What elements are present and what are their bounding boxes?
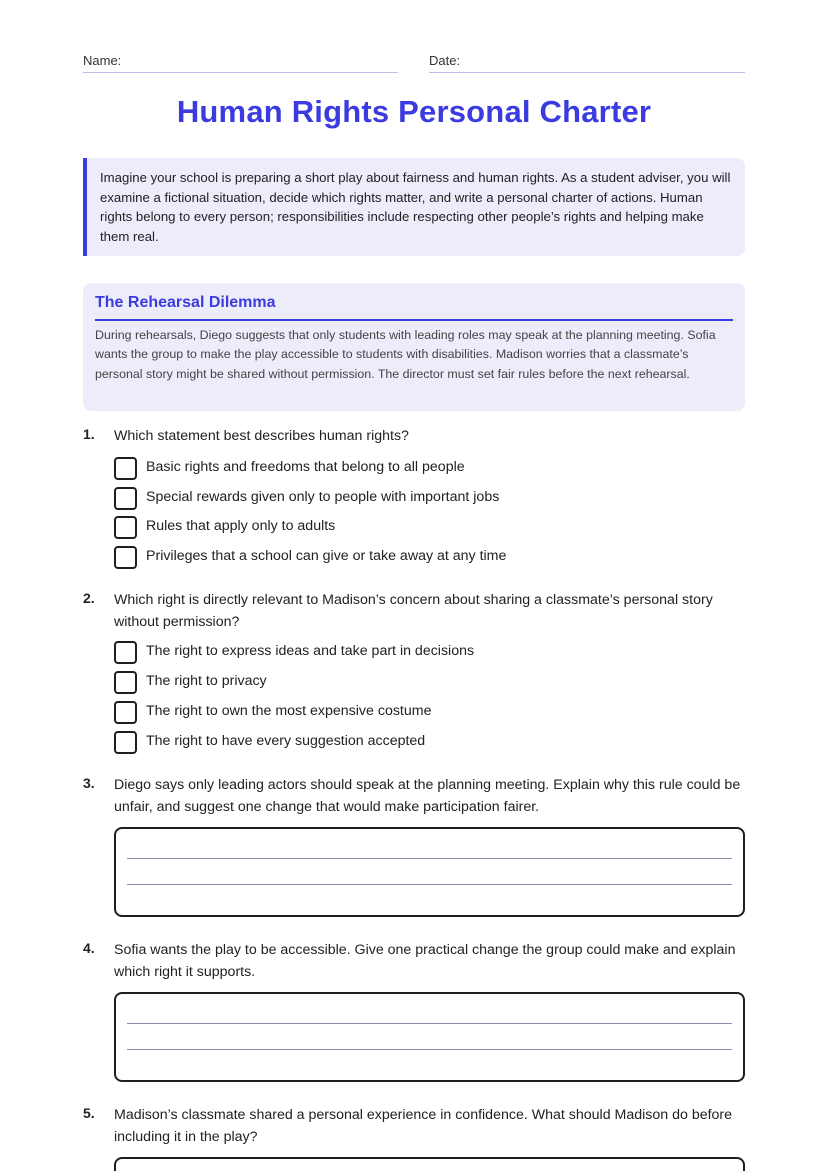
checkbox[interactable] [114, 701, 137, 724]
question-number: 1. [83, 426, 95, 442]
option-2d[interactable] [114, 731, 714, 755]
question-1 [83, 426, 745, 576]
name-label: Name: [83, 53, 122, 68]
answer-box-4[interactable] [114, 992, 745, 1082]
option-label: Privileges that a school can give or take away at any time [146, 548, 507, 564]
option-label: The right to privacy [146, 673, 267, 689]
question-number: 2. [83, 590, 95, 606]
answer-line [127, 884, 732, 885]
option-label: Basic rights and freedoms that belong to all people [146, 459, 465, 475]
option-label: The right to express ideas and take part in decisions [146, 643, 475, 659]
checkbox[interactable] [114, 487, 137, 510]
scenario-text: During rehearsals, Diego suggests that only students with leading roles may speak at the planning meeting. Sofia wants the group to make the play accessible to students with disabilities. Madison worries that a classmate’s personal story might be shared without permission. The director must set fair rules before the next rehearsal. [95, 328, 716, 381]
date-label: Date: [429, 53, 461, 68]
option-1c[interactable] [114, 516, 714, 540]
date-field[interactable] [429, 52, 745, 73]
page-title: Human Rights Personal Charter [176, 94, 652, 129]
option-2b[interactable] [114, 671, 714, 695]
checkbox[interactable] [114, 641, 137, 664]
option-label: The right to have every suggestion accepted [146, 733, 426, 749]
scenario-box [83, 283, 745, 411]
question-number: 4. [83, 940, 95, 956]
option-1b[interactable] [114, 487, 714, 511]
checkbox[interactable] [114, 546, 137, 569]
question-text: Madison’s classmate shared a personal experience in confidence. What should Madison do before including it in the play? [114, 1107, 733, 1145]
answer-line [127, 858, 732, 859]
question-4 [83, 940, 745, 1082]
question-5 [83, 1105, 745, 1171]
question-3 [83, 775, 745, 917]
name-field[interactable] [83, 52, 398, 73]
option-label: The right to own the most expensive costume [146, 703, 432, 719]
question-text: Which statement best describes human rights? [114, 428, 409, 444]
checkbox[interactable] [114, 516, 137, 539]
checkbox[interactable] [114, 731, 137, 754]
scenario-title: The Rehearsal Dilemma [95, 294, 733, 321]
answer-box-3[interactable] [114, 827, 745, 917]
answer-line [127, 1023, 732, 1024]
question-text: Diego says only leading actors should speak at the planning meeting. Explain why this rule could be unfair, and suggest one change that would make participation fairer. [114, 777, 741, 815]
option-1a[interactable] [114, 457, 714, 481]
question-number: 3. [83, 775, 95, 791]
checkbox[interactable] [114, 457, 137, 480]
header-fields [83, 52, 745, 74]
intro-callout: Imagine your school is preparing a short play about fairness and human rights. As a student adviser, you will examine a fictional situation, decide which rights matter, and write a personal charter of actions. Human rights belong to every person; responsibilities include respecting other people’s rights and helping make them real. [83, 158, 745, 256]
question-number: 5. [83, 1105, 95, 1121]
answer-box-5[interactable] [114, 1157, 745, 1171]
question-text: Sofia wants the play to be accessible. Give one practical change the group could make and explain which right it supports. [114, 942, 736, 980]
question-text: Which right is directly relevant to Madison’s concern about sharing a classmate’s personal story without permission? [114, 592, 713, 630]
option-2c[interactable] [114, 701, 714, 725]
option-1d[interactable] [114, 546, 714, 570]
option-label: Special rewards given only to people with important jobs [146, 489, 500, 505]
option-2a[interactable] [114, 641, 714, 665]
option-label: Rules that apply only to adults [146, 518, 336, 534]
answer-line [127, 1049, 732, 1050]
question-2 [83, 590, 745, 760]
checkbox[interactable] [114, 671, 137, 694]
